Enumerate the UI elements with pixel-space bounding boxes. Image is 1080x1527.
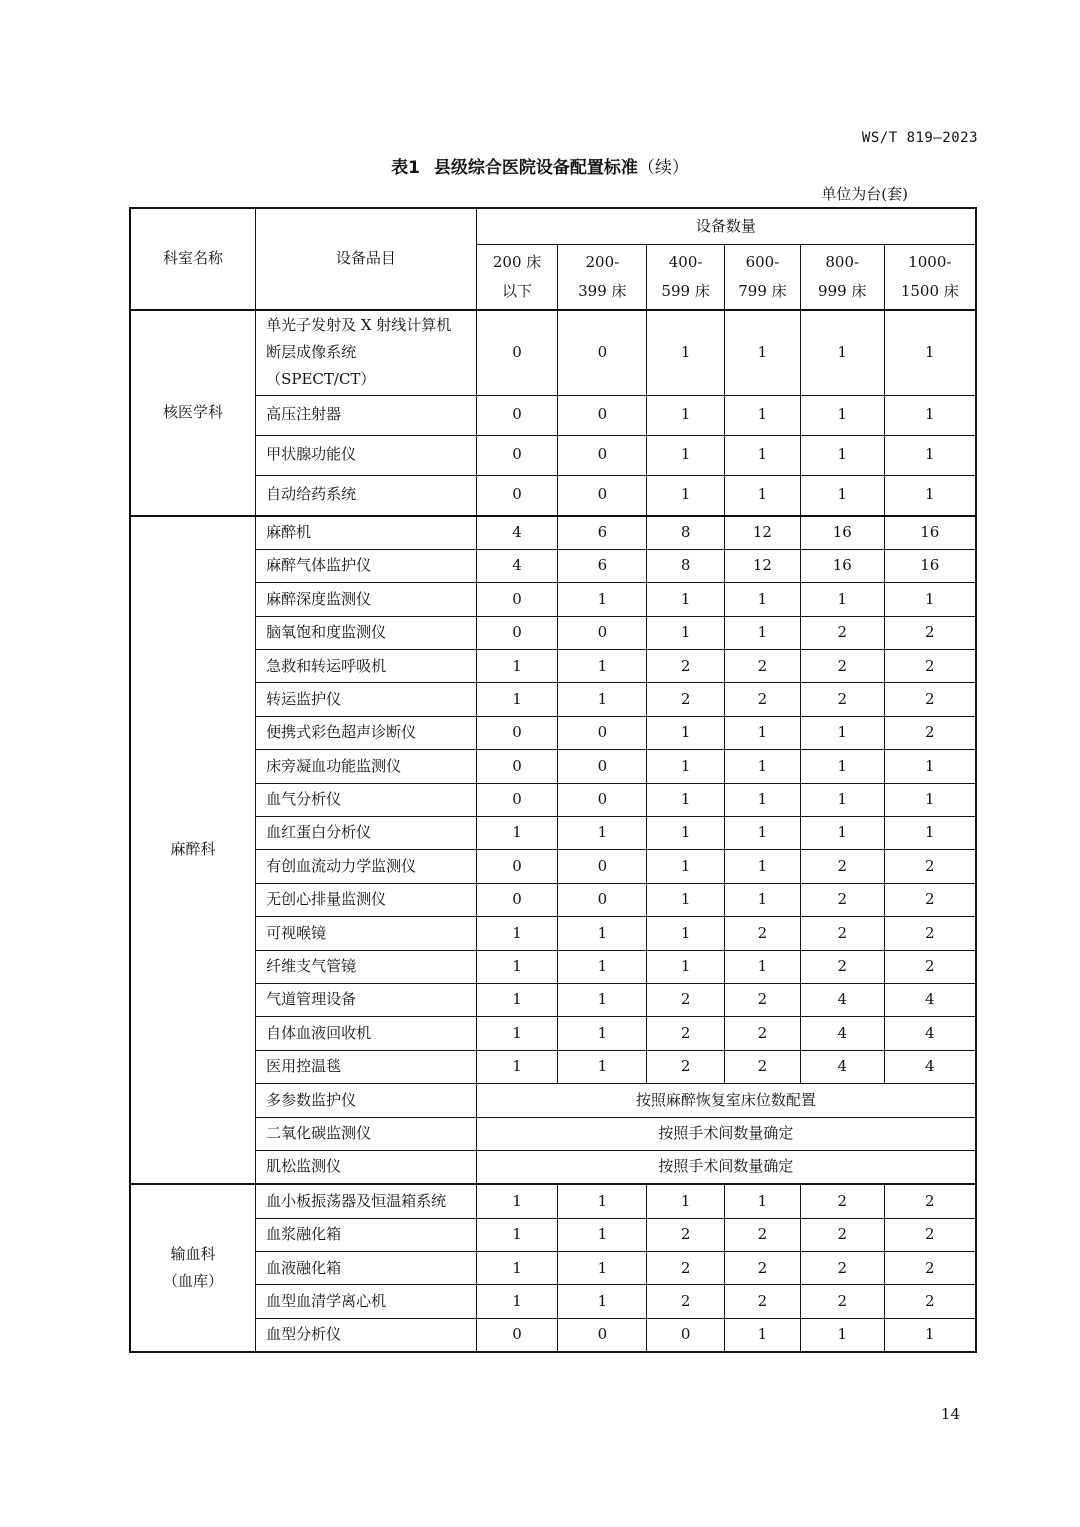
quantity-cell: 2 xyxy=(725,1252,801,1285)
quantity-cell: 1 xyxy=(725,1184,801,1218)
bed-range-line2: 599 床 xyxy=(661,281,710,300)
department-cell xyxy=(130,310,256,516)
quantity-cell: 1 xyxy=(476,1285,558,1318)
table-row xyxy=(130,310,976,396)
department-cell xyxy=(130,1184,256,1352)
equipment-name: 气道管理设备 xyxy=(256,983,477,1016)
quantity-cell: 1 xyxy=(884,583,976,616)
table-row xyxy=(130,983,976,1016)
quantity-cell: 0 xyxy=(476,850,558,883)
quantity-cell: 1 xyxy=(647,475,725,516)
equipment-name-line: （SPECT/CT） xyxy=(266,370,376,388)
quantity-cell: 1 xyxy=(558,1285,647,1318)
table-row xyxy=(130,516,976,550)
quantity-cell: 1 xyxy=(558,917,647,950)
equipment-name-line: 单光子发射及 X 射线计算机 xyxy=(266,316,452,334)
header-bed-range xyxy=(800,244,884,310)
quantity-cell: 6 xyxy=(558,549,647,582)
quantity-cell: 1 xyxy=(476,1218,558,1251)
bed-range-line1: 800- xyxy=(825,253,860,271)
quantity-cell: 0 xyxy=(558,850,647,883)
table-row xyxy=(130,395,976,435)
quantity-cell: 2 xyxy=(884,683,976,716)
quantity-cell: 0 xyxy=(558,883,647,916)
equipment-name: 医用控温毯 xyxy=(256,1050,477,1083)
table-row xyxy=(130,549,976,582)
equipment-name: 血红蛋白分析仪 xyxy=(256,817,477,850)
equipment-name xyxy=(256,310,477,396)
quantity-cell: 0 xyxy=(476,475,558,516)
header-bed-range xyxy=(725,244,801,310)
quantity-cell: 0 xyxy=(558,716,647,749)
table-row xyxy=(130,616,976,649)
quantity-cell: 2 xyxy=(884,1218,976,1251)
quantity-cell: 1 xyxy=(647,883,725,916)
quantity-cell: 1 xyxy=(476,650,558,683)
quantity-cell: 2 xyxy=(800,1285,884,1318)
quantity-cell: 1 xyxy=(476,1050,558,1083)
table-row xyxy=(130,1218,976,1251)
department-cell xyxy=(130,516,256,1185)
quantity-cell: 2 xyxy=(884,1285,976,1318)
quantity-cell: 4 xyxy=(800,1050,884,1083)
equipment-name: 甲状腺功能仪 xyxy=(256,435,477,475)
quantity-cell: 1 xyxy=(884,783,976,816)
quantity-cell: 1 xyxy=(884,817,976,850)
quantity-cell: 0 xyxy=(558,475,647,516)
quantity-cell: 1 xyxy=(800,817,884,850)
quantity-cell: 1 xyxy=(647,583,725,616)
equipment-name: 高压注射器 xyxy=(256,395,477,435)
quantity-cell: 1 xyxy=(476,1017,558,1050)
quantity-cell: 1 xyxy=(725,883,801,916)
quantity-cell: 2 xyxy=(725,1017,801,1050)
quantity-cell: 0 xyxy=(476,750,558,783)
quantity-cell: 1 xyxy=(884,750,976,783)
quantity-cell: 1 xyxy=(558,650,647,683)
quantity-cell: 0 xyxy=(558,310,647,396)
quantity-cell: 0 xyxy=(476,783,558,816)
table-row xyxy=(130,883,976,916)
quantity-cell: 1 xyxy=(647,1184,725,1218)
config-note: 按照手术间数量确定 xyxy=(476,1150,976,1184)
quantity-cell: 0 xyxy=(476,883,558,916)
quantity-cell: 0 xyxy=(476,395,558,435)
table-row xyxy=(130,1017,976,1050)
quantity-cell: 1 xyxy=(558,983,647,1016)
quantity-cell: 1 xyxy=(800,1318,884,1352)
quantity-cell: 2 xyxy=(800,616,884,649)
quantity-cell: 2 xyxy=(647,1017,725,1050)
quantity-cell: 4 xyxy=(476,516,558,550)
department-name: 核医学科 xyxy=(163,402,224,421)
quantity-cell: 1 xyxy=(800,475,884,516)
department-name-sub: （血库） xyxy=(163,1272,224,1291)
quantity-cell: 1 xyxy=(884,310,976,396)
quantity-cell: 1 xyxy=(884,435,976,475)
quantity-cell: 12 xyxy=(725,516,801,550)
quantity-cell: 2 xyxy=(647,650,725,683)
equipment-name: 转运监护仪 xyxy=(256,683,477,716)
quantity-cell: 1 xyxy=(558,817,647,850)
quantity-cell: 2 xyxy=(800,650,884,683)
header-quantity: 设备数量 xyxy=(476,208,976,244)
quantity-cell: 2 xyxy=(884,616,976,649)
quantity-cell: 1 xyxy=(800,783,884,816)
quantity-cell: 12 xyxy=(725,549,801,582)
table-row xyxy=(130,1084,976,1117)
quantity-cell: 1 xyxy=(800,435,884,475)
quantity-cell: 1 xyxy=(725,950,801,983)
quantity-cell: 1 xyxy=(884,1318,976,1352)
table-row xyxy=(130,1050,976,1083)
quantity-cell: 2 xyxy=(725,1050,801,1083)
quantity-cell: 1 xyxy=(800,750,884,783)
header-row xyxy=(130,208,976,244)
quantity-cell: 0 xyxy=(647,1318,725,1352)
equipment-name: 无创心排量监测仪 xyxy=(256,883,477,916)
quantity-cell: 0 xyxy=(476,716,558,749)
equipment-name: 便携式彩色超声诊断仪 xyxy=(256,716,477,749)
quantity-cell: 2 xyxy=(884,1184,976,1218)
table-row xyxy=(130,435,976,475)
quantity-cell: 2 xyxy=(884,716,976,749)
quantity-cell: 2 xyxy=(725,683,801,716)
quantity-cell: 1 xyxy=(647,395,725,435)
quantity-cell: 1 xyxy=(884,475,976,516)
quantity-cell: 1 xyxy=(476,983,558,1016)
quantity-cell: 4 xyxy=(800,1017,884,1050)
equipment-name: 纤维支气管镜 xyxy=(256,950,477,983)
quantity-cell: 1 xyxy=(647,783,725,816)
quantity-cell: 1 xyxy=(725,817,801,850)
quantity-cell: 16 xyxy=(800,516,884,550)
bed-range-line1: 1000- xyxy=(908,253,952,271)
equipment-name: 多参数监护仪 xyxy=(256,1084,477,1117)
quantity-cell: 2 xyxy=(800,683,884,716)
bed-range-line2: 以下 xyxy=(502,281,533,300)
quantity-cell: 0 xyxy=(558,395,647,435)
quantity-cell: 1 xyxy=(476,1184,558,1218)
quantity-cell: 1 xyxy=(476,817,558,850)
quantity-cell: 2 xyxy=(800,950,884,983)
equipment-name: 可视喉镜 xyxy=(256,917,477,950)
quantity-cell: 0 xyxy=(476,583,558,616)
quantity-cell: 2 xyxy=(725,917,801,950)
table-continued: （续） xyxy=(637,158,689,178)
table-row xyxy=(130,1252,976,1285)
quantity-cell: 8 xyxy=(647,516,725,550)
table-row xyxy=(130,750,976,783)
quantity-cell: 1 xyxy=(725,783,801,816)
table-row xyxy=(130,783,976,816)
quantity-cell: 1 xyxy=(725,1318,801,1352)
quantity-cell: 2 xyxy=(725,983,801,1016)
quantity-cell: 1 xyxy=(647,310,725,396)
quantity-cell: 0 xyxy=(476,616,558,649)
quantity-cell: 1 xyxy=(558,583,647,616)
quantity-cell: 0 xyxy=(558,750,647,783)
quantity-cell: 2 xyxy=(884,1252,976,1285)
quantity-cell: 2 xyxy=(800,883,884,916)
quantity-cell: 16 xyxy=(884,516,976,550)
quantity-cell: 1 xyxy=(558,1252,647,1285)
equipment-name: 血液融化箱 xyxy=(256,1252,477,1285)
standard-code: WS/T 819—2023 xyxy=(861,130,978,146)
department-name: 输血科 xyxy=(170,1245,216,1264)
quantity-cell: 1 xyxy=(476,917,558,950)
unit-note: 单位为台(套) xyxy=(821,185,908,203)
equipment-name: 麻醉机 xyxy=(256,516,477,550)
quantity-cell: 2 xyxy=(800,1252,884,1285)
table-number: 表1 xyxy=(391,158,420,178)
quantity-cell: 1 xyxy=(725,850,801,883)
quantity-cell: 2 xyxy=(647,683,725,716)
quantity-cell: 2 xyxy=(884,950,976,983)
table-row xyxy=(130,850,976,883)
table-body xyxy=(130,208,976,1352)
header-bed-range xyxy=(647,244,725,310)
header-bed-range xyxy=(558,244,647,310)
table-row xyxy=(130,716,976,749)
table-row xyxy=(130,1150,976,1184)
equipment-name: 麻醉深度监测仪 xyxy=(256,583,477,616)
header-bed-range xyxy=(476,244,558,310)
equipment-name: 血浆融化箱 xyxy=(256,1218,477,1251)
quantity-cell: 1 xyxy=(647,817,725,850)
quantity-cell: 1 xyxy=(558,1050,647,1083)
quantity-cell: 0 xyxy=(558,435,647,475)
equipment-name: 血型分析仪 xyxy=(256,1318,477,1352)
quantity-cell: 1 xyxy=(558,1218,647,1251)
quantity-cell: 1 xyxy=(558,950,647,983)
equipment-name: 肌松监测仪 xyxy=(256,1150,477,1184)
table-row xyxy=(130,1184,976,1218)
quantity-cell: 1 xyxy=(725,750,801,783)
quantity-cell: 1 xyxy=(800,310,884,396)
bed-range-line2: 799 床 xyxy=(738,281,787,300)
quantity-cell: 2 xyxy=(647,1050,725,1083)
quantity-cell: 2 xyxy=(884,650,976,683)
quantity-cell: 1 xyxy=(725,616,801,649)
quantity-cell: 6 xyxy=(558,516,647,550)
table-row xyxy=(130,817,976,850)
equipment-name: 急救和转运呼吸机 xyxy=(256,650,477,683)
table-row xyxy=(130,950,976,983)
quantity-cell: 4 xyxy=(884,1017,976,1050)
equipment-name-line: 断层成像系统 xyxy=(266,343,357,361)
quantity-cell: 4 xyxy=(476,549,558,582)
quantity-cell: 0 xyxy=(558,783,647,816)
equipment-name: 麻醉气体监护仪 xyxy=(256,549,477,582)
quantity-cell: 2 xyxy=(725,650,801,683)
bed-range-line1: 400- xyxy=(668,253,703,271)
quantity-cell: 4 xyxy=(884,1050,976,1083)
table-row xyxy=(130,475,976,516)
quantity-cell: 1 xyxy=(647,950,725,983)
table-row xyxy=(130,1285,976,1318)
quantity-cell: 1 xyxy=(647,716,725,749)
equipment-name: 床旁凝血功能监测仪 xyxy=(256,750,477,783)
quantity-cell: 0 xyxy=(476,435,558,475)
quantity-cell: 2 xyxy=(800,1218,884,1251)
quantity-cell: 1 xyxy=(647,435,725,475)
quantity-cell: 1 xyxy=(476,1252,558,1285)
quantity-cell: 2 xyxy=(725,1218,801,1251)
quantity-cell: 1 xyxy=(558,1184,647,1218)
table-row xyxy=(130,1318,976,1352)
quantity-cell: 2 xyxy=(884,917,976,950)
quantity-cell: 2 xyxy=(647,1218,725,1251)
equipment-name: 血小板振荡器及恒温箱系统 xyxy=(256,1184,477,1218)
quantity-cell: 1 xyxy=(725,395,801,435)
quantity-cell: 2 xyxy=(800,850,884,883)
quantity-cell: 1 xyxy=(558,683,647,716)
department-name: 麻醉科 xyxy=(170,840,216,859)
quantity-cell: 0 xyxy=(476,1318,558,1352)
equipment-name: 自动给药系统 xyxy=(256,475,477,516)
quantity-cell: 2 xyxy=(884,850,976,883)
equipment-table xyxy=(129,207,977,1353)
config-note: 按照手术间数量确定 xyxy=(476,1117,976,1150)
quantity-cell: 1 xyxy=(476,683,558,716)
quantity-cell: 0 xyxy=(476,310,558,396)
quantity-cell: 0 xyxy=(558,616,647,649)
bed-range-line1: 200- xyxy=(585,253,620,271)
quantity-cell: 1 xyxy=(725,475,801,516)
equipment-name: 血型血清学离心机 xyxy=(256,1285,477,1318)
quantity-cell: 2 xyxy=(725,1285,801,1318)
quantity-cell: 1 xyxy=(647,850,725,883)
bed-range-line1: 600- xyxy=(745,253,780,271)
quantity-cell: 1 xyxy=(725,716,801,749)
config-note: 按照麻醉恢复室床位数配置 xyxy=(476,1084,976,1117)
equipment-name: 血气分析仪 xyxy=(256,783,477,816)
table-title xyxy=(0,153,1080,178)
table-title-text: 县级综合医院设备配置标准 xyxy=(433,158,638,178)
quantity-cell: 1 xyxy=(800,583,884,616)
header-department: 科室名称 xyxy=(130,208,256,310)
quantity-cell: 1 xyxy=(558,1017,647,1050)
bed-range-line2: 399 床 xyxy=(578,281,627,300)
equipment-name: 有创血流动力学监测仪 xyxy=(256,850,477,883)
quantity-cell: 2 xyxy=(647,983,725,1016)
table-row xyxy=(130,917,976,950)
bed-range-line2: 1500 床 xyxy=(900,281,959,300)
quantity-cell: 1 xyxy=(476,950,558,983)
page-number: 14 xyxy=(940,1405,960,1423)
quantity-cell: 4 xyxy=(800,983,884,1016)
quantity-cell: 1 xyxy=(647,616,725,649)
quantity-cell: 1 xyxy=(725,310,801,396)
quantity-cell: 1 xyxy=(647,917,725,950)
quantity-cell: 2 xyxy=(647,1285,725,1318)
quantity-cell: 2 xyxy=(800,1184,884,1218)
quantity-cell: 2 xyxy=(647,1252,725,1285)
equipment-name: 脑氧饱和度监测仪 xyxy=(256,616,477,649)
bed-range-line2: 999 床 xyxy=(818,281,867,300)
table-row xyxy=(130,583,976,616)
quantity-cell: 16 xyxy=(800,549,884,582)
quantity-cell: 8 xyxy=(647,549,725,582)
quantity-cell: 1 xyxy=(725,435,801,475)
header-equipment: 设备品目 xyxy=(256,208,477,310)
quantity-cell: 0 xyxy=(558,1318,647,1352)
quantity-cell: 4 xyxy=(884,983,976,1016)
table-row xyxy=(130,1117,976,1150)
quantity-cell: 2 xyxy=(884,883,976,916)
equipment-name: 自体血液回收机 xyxy=(256,1017,477,1050)
table-row xyxy=(130,683,976,716)
table-row xyxy=(130,650,976,683)
equipment-name: 二氧化碳监测仪 xyxy=(256,1117,477,1150)
bed-range-line1: 200 床 xyxy=(492,253,542,271)
quantity-cell: 2 xyxy=(800,917,884,950)
header-bed-range xyxy=(884,244,976,310)
quantity-cell: 1 xyxy=(800,395,884,435)
quantity-cell: 1 xyxy=(884,395,976,435)
quantity-cell: 1 xyxy=(647,750,725,783)
quantity-cell: 1 xyxy=(725,583,801,616)
quantity-cell: 16 xyxy=(884,549,976,582)
quantity-cell: 1 xyxy=(800,716,884,749)
